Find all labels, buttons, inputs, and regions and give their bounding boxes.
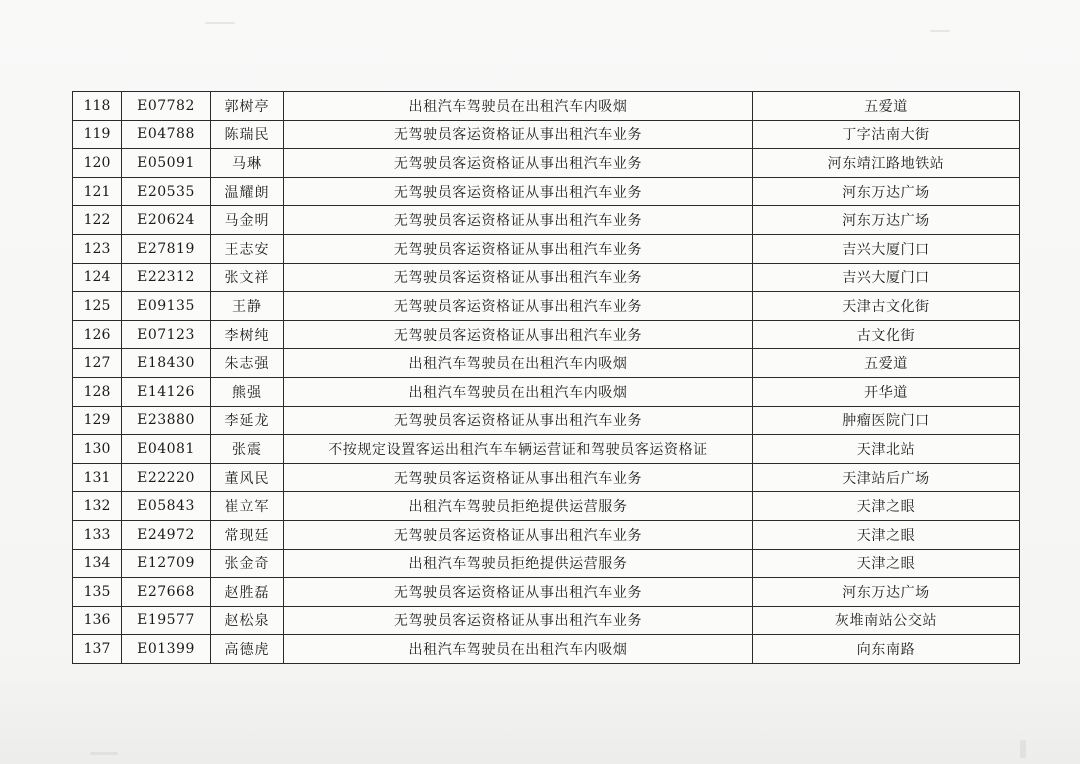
location-cell: 肿瘤医院门口 <box>753 406 1020 435</box>
driver-id-cell: E20535 <box>122 177 211 206</box>
violation-cell: 无驾驶员客运资格证从事出租汽车业务 <box>284 606 753 635</box>
row-number-cell: 129 <box>73 406 122 435</box>
driver-id-cell: E07782 <box>122 92 211 121</box>
row-number-cell: 133 <box>73 520 122 549</box>
driver-name-cell: 高德虎 <box>211 635 284 664</box>
row-number-cell: 136 <box>73 606 122 635</box>
scan-speck <box>90 752 118 755</box>
row-number-cell: 120 <box>73 149 122 178</box>
location-cell: 天津之眼 <box>753 549 1020 578</box>
driver-id-cell: E05091 <box>122 149 211 178</box>
violation-cell: 出租汽车驾驶员拒绝提供运营服务 <box>284 492 753 521</box>
driver-id-cell: E04788 <box>122 120 211 149</box>
violation-cell: 无驾驶员客运资格证从事出租汽车业务 <box>284 520 753 549</box>
table-row <box>73 435 1020 464</box>
violation-cell: 出租汽车驾驶员在出租汽车内吸烟 <box>284 92 753 121</box>
row-number-cell: 126 <box>73 320 122 349</box>
scan-speck <box>1020 740 1026 758</box>
violation-cell: 不按规定设置客运出租汽车车辆运营证和驾驶员客运资格证 <box>284 435 753 464</box>
driver-name-cell: 熊强 <box>211 377 284 406</box>
table-row <box>73 263 1020 292</box>
row-number-cell: 130 <box>73 435 122 464</box>
location-cell: 五爱道 <box>753 349 1020 378</box>
table-row <box>73 635 1020 664</box>
location-cell: 古文化街 <box>753 320 1020 349</box>
table-row <box>73 492 1020 521</box>
row-number-cell: 122 <box>73 206 122 235</box>
driver-id-cell: E07123 <box>122 320 211 349</box>
table-row <box>73 406 1020 435</box>
table-row <box>73 349 1020 378</box>
row-number-cell: 121 <box>73 177 122 206</box>
driver-name-cell: 马琳 <box>211 149 284 178</box>
driver-id-cell: E23880 <box>122 406 211 435</box>
location-cell: 天津站后广场 <box>753 463 1020 492</box>
violation-cell: 无驾驶员客运资格证从事出租汽车业务 <box>284 206 753 235</box>
violation-cell: 出租汽车驾驶员在出租汽车内吸烟 <box>284 635 753 664</box>
driver-name-cell: 马金明 <box>211 206 284 235</box>
driver-id-cell: E12709 <box>122 549 211 578</box>
driver-name-cell: 常现廷 <box>211 520 284 549</box>
row-number-cell: 123 <box>73 234 122 263</box>
driver-name-cell: 董风民 <box>211 463 284 492</box>
driver-name-cell: 郭树亭 <box>211 92 284 121</box>
row-number-cell: 131 <box>73 463 122 492</box>
table-row <box>73 377 1020 406</box>
table-row <box>73 234 1020 263</box>
row-number-cell: 132 <box>73 492 122 521</box>
table-row <box>73 549 1020 578</box>
driver-name-cell: 赵胜磊 <box>211 578 284 607</box>
location-cell: 天津之眼 <box>753 520 1020 549</box>
driver-id-cell: E05843 <box>122 492 211 521</box>
location-cell: 丁字沽南大街 <box>753 120 1020 149</box>
driver-name-cell: 朱志强 <box>211 349 284 378</box>
violation-cell: 无驾驶员客运资格证从事出租汽车业务 <box>284 234 753 263</box>
row-number-cell: 127 <box>73 349 122 378</box>
driver-name-cell: 崔立军 <box>211 492 284 521</box>
driver-name-cell: 李树纯 <box>211 320 284 349</box>
driver-id-cell: E01399 <box>122 635 211 664</box>
violation-cell: 无驾驶员客运资格证从事出租汽车业务 <box>284 149 753 178</box>
table-row <box>73 92 1020 121</box>
driver-id-cell: E09135 <box>122 292 211 321</box>
table-row <box>73 120 1020 149</box>
table-row <box>73 578 1020 607</box>
location-cell: 向东南路 <box>753 635 1020 664</box>
driver-id-cell: E14126 <box>122 377 211 406</box>
row-number-cell: 135 <box>73 578 122 607</box>
violation-cell: 无驾驶员客运资格证从事出租汽车业务 <box>284 320 753 349</box>
location-cell: 灰堆南站公交站 <box>753 606 1020 635</box>
row-number-cell: 118 <box>73 92 122 121</box>
location-cell: 天津古文化街 <box>753 292 1020 321</box>
driver-name-cell: 陈瑞民 <box>211 120 284 149</box>
violation-cell: 无驾驶员客运资格证从事出租汽车业务 <box>284 406 753 435</box>
driver-id-cell: E20624 <box>122 206 211 235</box>
table-row <box>73 320 1020 349</box>
violation-records-table <box>72 91 1020 664</box>
violation-cell: 无驾驶员客运资格证从事出租汽车业务 <box>284 578 753 607</box>
driver-name-cell: 张文祥 <box>211 263 284 292</box>
table-row <box>73 520 1020 549</box>
table-row <box>73 463 1020 492</box>
violation-cell: 无驾驶员客运资格证从事出租汽车业务 <box>284 292 753 321</box>
violation-cell: 无驾驶员客运资格证从事出租汽车业务 <box>284 263 753 292</box>
row-number-cell: 119 <box>73 120 122 149</box>
scan-speck <box>205 22 235 24</box>
driver-name-cell: 王志安 <box>211 234 284 263</box>
violation-cell: 出租汽车驾驶员在出租汽车内吸烟 <box>284 349 753 378</box>
location-cell: 河东万达广场 <box>753 177 1020 206</box>
page-bottom-margin <box>0 680 1080 764</box>
location-cell: 天津北站 <box>753 435 1020 464</box>
driver-id-cell: E22312 <box>122 263 211 292</box>
row-number-cell: 124 <box>73 263 122 292</box>
driver-id-cell: E04081 <box>122 435 211 464</box>
violation-cell: 无驾驶员客运资格证从事出租汽车业务 <box>284 120 753 149</box>
violation-cell: 无驾驶员客运资格证从事出租汽车业务 <box>284 463 753 492</box>
driver-name-cell: 王静 <box>211 292 284 321</box>
scan-speck <box>930 30 950 32</box>
driver-name-cell: 李延龙 <box>211 406 284 435</box>
location-cell: 吉兴大厦门口 <box>753 263 1020 292</box>
location-cell: 天津之眼 <box>753 492 1020 521</box>
driver-id-cell: E24972 <box>122 520 211 549</box>
table-row <box>73 206 1020 235</box>
location-cell: 河东万达广场 <box>753 206 1020 235</box>
table-body <box>73 92 1020 664</box>
driver-id-cell: E18430 <box>122 349 211 378</box>
table-row <box>73 606 1020 635</box>
violation-cell: 出租汽车驾驶员在出租汽车内吸烟 <box>284 377 753 406</box>
row-number-cell: 128 <box>73 377 122 406</box>
driver-name-cell: 张金奇 <box>211 549 284 578</box>
location-cell: 河东万达广场 <box>753 578 1020 607</box>
driver-id-cell: E19577 <box>122 606 211 635</box>
driver-id-cell: E27819 <box>122 234 211 263</box>
location-cell: 吉兴大厦门口 <box>753 234 1020 263</box>
violation-cell: 无驾驶员客运资格证从事出租汽车业务 <box>284 177 753 206</box>
table-row <box>73 177 1020 206</box>
location-cell: 开华道 <box>753 377 1020 406</box>
driver-name-cell: 赵松泉 <box>211 606 284 635</box>
table-row <box>73 292 1020 321</box>
driver-id-cell: E27668 <box>122 578 211 607</box>
driver-id-cell: E22220 <box>122 463 211 492</box>
row-number-cell: 125 <box>73 292 122 321</box>
violation-cell: 出租汽车驾驶员拒绝提供运营服务 <box>284 549 753 578</box>
driver-name-cell: 张震 <box>211 435 284 464</box>
table-row <box>73 149 1020 178</box>
driver-name-cell: 温耀朗 <box>211 177 284 206</box>
location-cell: 河东靖江路地铁站 <box>753 149 1020 178</box>
location-cell: 五爱道 <box>753 92 1020 121</box>
row-number-cell: 134 <box>73 549 122 578</box>
row-number-cell: 137 <box>73 635 122 664</box>
